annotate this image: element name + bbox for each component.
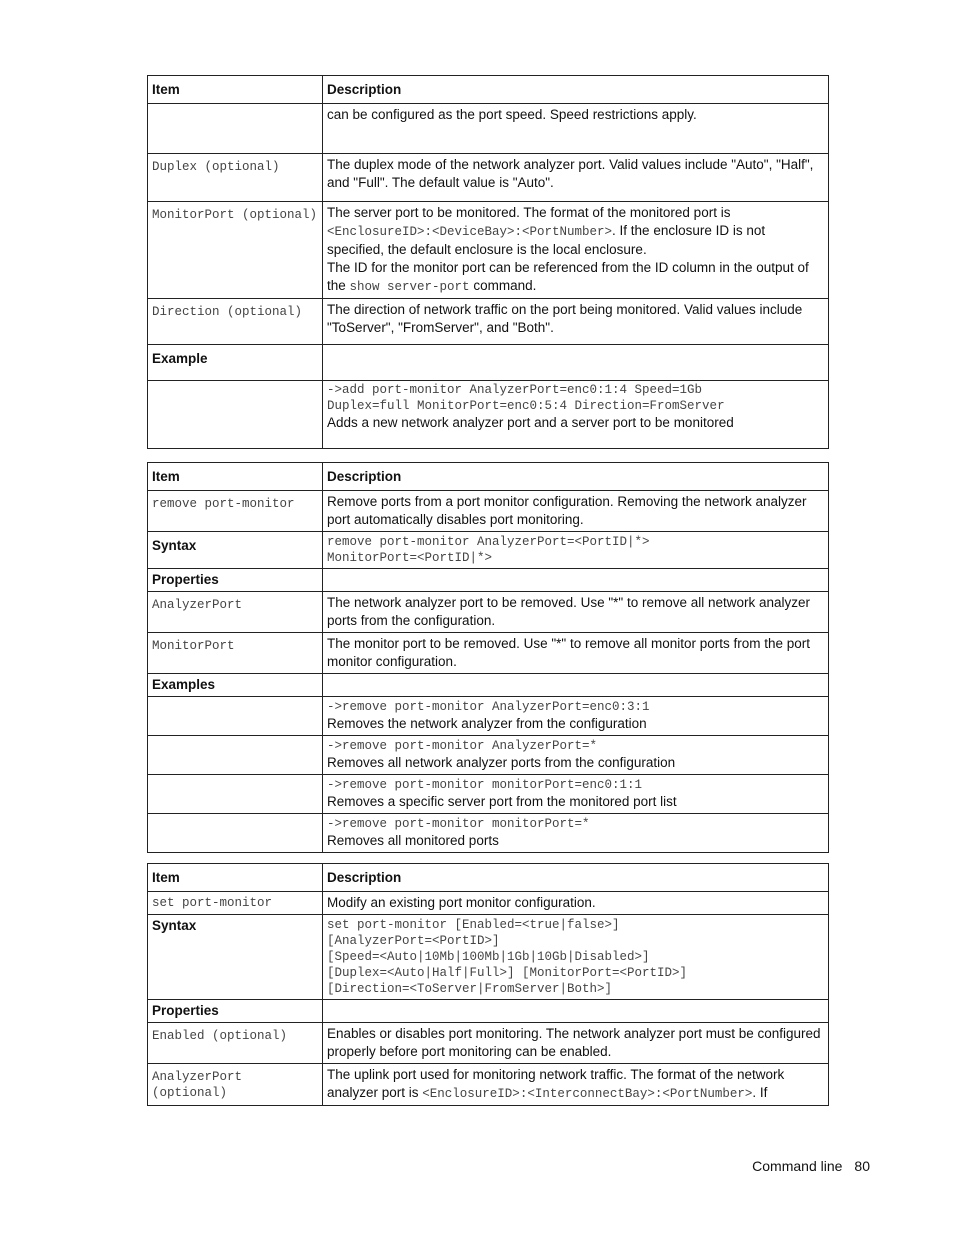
example-text: Removes all network analyzer ports from the configuration [327,755,676,770]
analyzerport-item: AnalyzerPort (optional) [148,1064,323,1106]
monitorport-description [323,202,829,299]
syntax-content [323,532,829,569]
example-code: ->remove port-monitor AnalyzerPort=* [327,739,598,753]
desc-text: The server port to be monitored. The format of the monitored port is [327,205,731,220]
add-port-monitor-table-continued [147,75,829,449]
example-code: ->add port-monitor AnalyzerPort=enc0:1:4 Speed=1Gb [327,383,703,397]
examples-label: Examples [148,674,323,697]
monitorport-description: The monitor port to be removed. Use "*" to remove all monitor ports from the port monitor configuration. [323,633,829,674]
item-header: Item [148,463,323,491]
syntax-code: [AnalyzerPort=<PortID>] [327,934,500,948]
example-content [323,775,829,814]
syntax-code: [Duplex=<Auto|Half|Full>] [MonitorPort=<PortID>] [327,966,688,980]
example-code: Duplex=full MonitorPort=enc0:5:4 Direction=FromServer [327,399,725,413]
item-header: Item [148,76,323,104]
analyzerport-description: The network analyzer port to be removed. Use "*" to remove all network analyzer ports from the configuration. [323,592,829,633]
example-code: ->remove port-monitor monitorPort=enc0:1:1 [327,778,643,792]
example-text: Removes all monitored ports [327,833,499,848]
direction-item: Direction (optional) [148,299,323,345]
desc-text: The uplink port used for monitoring network traffic. The format of the network analyzer port is [327,1067,785,1100]
table-cell-empty [148,381,323,449]
table-cell-empty [323,1000,829,1023]
page-number: 80 [854,1158,870,1174]
desc-text: The ID for the monitor port can be referenced from the ID column in the output of the [327,260,809,293]
command-item: set port-monitor [148,892,323,915]
set-port-monitor-table [147,863,829,1106]
description-header: Description [323,864,829,892]
syntax-code: set port-monitor [Enabled=<true|false>] [327,918,620,932]
syntax-label: Syntax [148,532,323,569]
table-cell-empty [148,697,323,736]
direction-description: The direction of network traffic on the port being monitored. Valid values include "ToServer", "FromServer", and "Both". [323,299,829,345]
example-code: ->remove port-monitor monitorPort=* [327,817,590,831]
desc-text: . If the enclosure ID is not specified, the default enclosure is the local enclosure. [327,223,766,257]
syntax-code: [Speed=<Auto|10Mb|100Mb|1Gb|10Gb|Disabled>] [327,950,650,964]
example-text: Removes the network analyzer from the configuration [327,716,647,731]
syntax-content [323,915,829,1000]
example-text: Adds a new network analyzer port and a server port to be monitored [327,415,734,430]
desc-code: <EnclosureID>:<InterconnectBay>:<PortNumber> [422,1087,753,1101]
syntax-code: MonitorPort=<PortID|*> [327,551,493,565]
monitorport-item: MonitorPort (optional) [148,202,323,299]
syntax-code: remove port-monitor AnalyzerPort=<PortID|*> [327,535,650,549]
properties-label: Properties [148,569,323,592]
desc-text: . If [752,1085,768,1100]
footer-section-title: Command line [752,1158,843,1174]
page-footer [740,1158,870,1174]
properties-label: Properties [148,1000,323,1023]
table-cell-empty [148,775,323,814]
description-header: Description [323,463,829,491]
example-content [323,381,829,449]
desc-code: <EnclosureID>:<DeviceBay>:<PortNumber> [327,225,613,239]
table-cell-empty [148,814,323,853]
syntax-code: [Direction=<ToServer|FromServer|Both>] [327,982,613,996]
example-content [323,814,829,853]
example-text: Removes a specific server port from the monitored port list [327,794,677,809]
enabled-description: Enables or disables port monitoring. The network analyzer port must be configured properly before port monitoring can be enabled. [323,1023,829,1064]
duplex-item: Duplex (optional) [148,154,323,202]
table-cell-empty [323,674,829,697]
syntax-label: Syntax [148,915,323,1000]
desc-text: command. [469,278,537,293]
example-content [323,697,829,736]
analyzerport-description [323,1064,829,1106]
table-cell-empty [148,736,323,775]
enabled-item: Enabled (optional) [148,1023,323,1064]
monitorport-item: MonitorPort [148,633,323,674]
table-cell-empty [323,345,829,381]
example-label: Example [148,345,323,381]
remove-port-monitor-table [147,462,829,853]
example-code: ->remove port-monitor AnalyzerPort=enc0:3:1 [327,700,650,714]
example-content [323,736,829,775]
description-header: Description [323,76,829,104]
analyzerport-item: AnalyzerPort [148,592,323,633]
duplex-description: The duplex mode of the network analyzer port. Valid values include "Auto", "Half", and "Full". The default value is "Auto". [323,154,829,202]
desc-code: show server-port [349,280,470,294]
command-item: remove port-monitor [148,491,323,532]
command-description: Modify an existing port monitor configuration. [323,892,829,915]
speed-description-continued: can be configured as the port speed. Speed restrictions apply. [323,104,829,154]
item-header: Item [148,864,323,892]
table-cell-empty [148,104,323,154]
command-description: Remove ports from a port monitor configuration. Removing the network analyzer port automatically disables port monitoring. [323,491,829,532]
table-cell-empty [323,569,829,592]
